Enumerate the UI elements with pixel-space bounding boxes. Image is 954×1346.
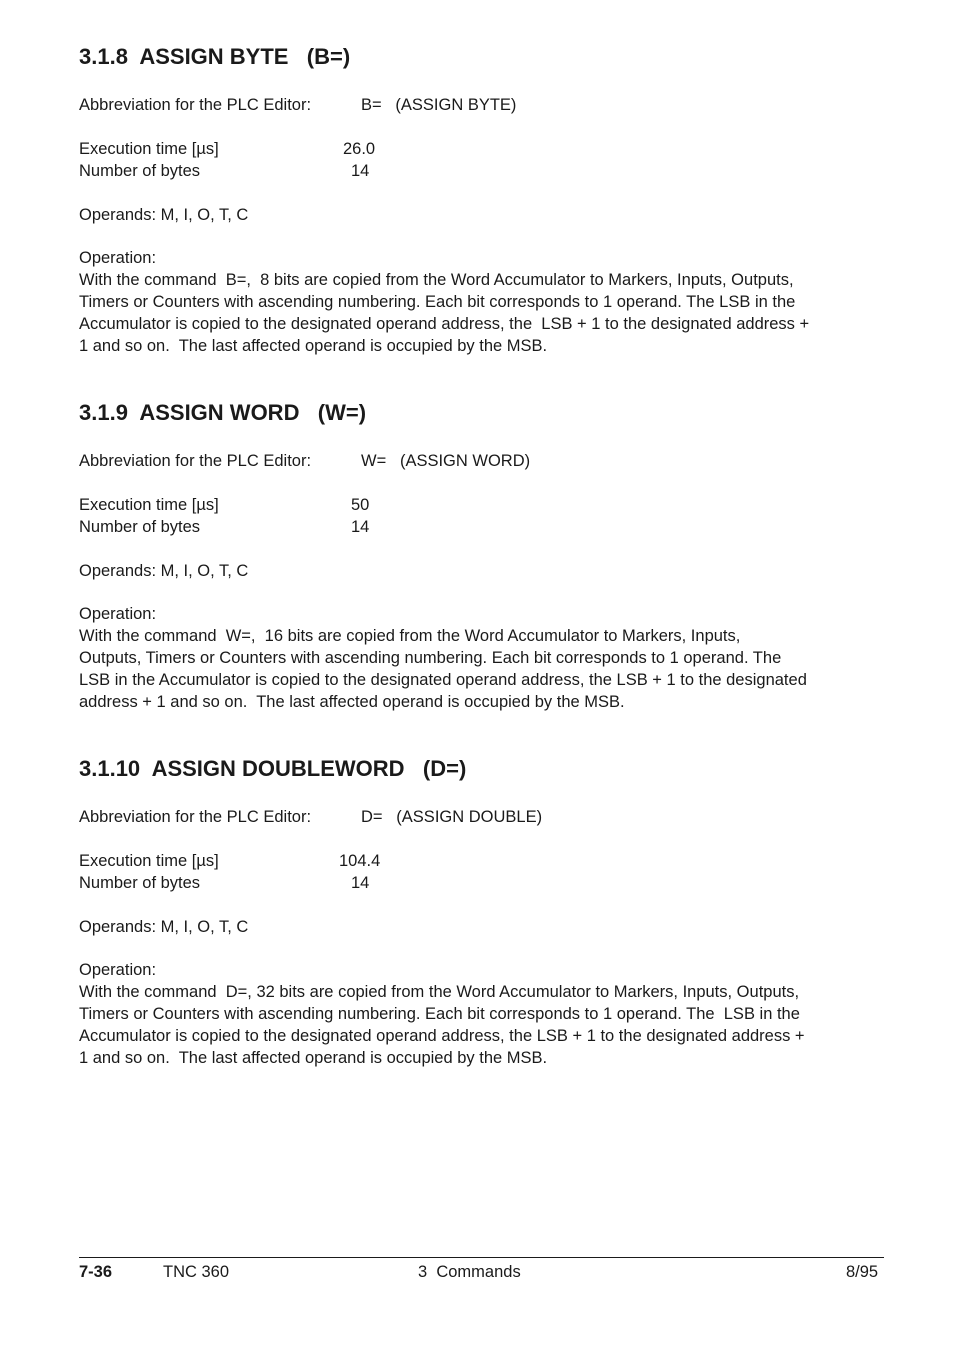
number-of-bytes-label: Number of bytes — [79, 518, 201, 536]
operation-line: address + 1 and so on. The last affected operand is occupied by the MSB. — [79, 693, 625, 711]
operands-text: Operands: M, I, O, T, C — [79, 918, 249, 936]
execution-time-label: Execution time [µs] — [79, 852, 219, 870]
number-of-bytes-value: 14 — [351, 874, 370, 892]
footer-page-number: 7-36 — [79, 1263, 113, 1281]
operands-text: Operands: M, I, O, T, C — [79, 562, 249, 580]
number-of-bytes-value: 14 — [351, 518, 370, 536]
abbreviation-value: D= (ASSIGN DOUBLE) — [361, 808, 543, 826]
section-heading: 3.1.8 ASSIGN BYTE (B=) — [79, 44, 351, 69]
footer-product: TNC 360 — [163, 1263, 230, 1281]
execution-time-label: Execution time [µs] — [79, 496, 219, 514]
abbreviation-label: Abbreviation for the PLC Editor: — [79, 452, 312, 470]
operation-line: With the command B=, 8 bits are copied from the Word Accumulator to Markers, Inputs, Outputs, — [79, 271, 794, 289]
section-heading: 3.1.10 ASSIGN DOUBLEWORD (D=) — [79, 756, 467, 781]
footer-chapter: 3 Commands — [418, 1263, 521, 1281]
operation-line: Accumulator is copied to the designated operand address, the LSB + 1 to the designated address + — [79, 315, 810, 333]
execution-time-value: 26.0 — [343, 140, 376, 158]
operation-line: Timers or Counters with ascending numbering. Each bit corresponds to 1 operand. The LSB in the — [79, 1005, 800, 1023]
execution-time-label: Execution time [µs] — [79, 140, 219, 158]
operation-line: 1 and so on. The last affected operand is occupied by the MSB. — [79, 1049, 548, 1067]
execution-time-value: 50 — [351, 496, 370, 514]
number-of-bytes-value: 14 — [351, 162, 370, 180]
number-of-bytes-label: Number of bytes — [79, 162, 201, 180]
operation-description — [79, 625, 879, 713]
footer-divider — [79, 1257, 884, 1258]
number-of-bytes-label: Number of bytes — [79, 874, 201, 892]
operation-line: LSB in the Accumulator is copied to the designated operand address, the LSB + 1 to the designated — [79, 671, 807, 689]
operation-description — [79, 981, 879, 1069]
operation-label: Operation: — [79, 249, 157, 267]
operands-text: Operands: M, I, O, T, C — [79, 206, 249, 224]
operation-line: Outputs, Timers or Counters with ascending numbering. Each bit corresponds to 1 operand. The — [79, 649, 782, 667]
operation-label: Operation: — [79, 605, 157, 623]
execution-time-value: 104.4 — [339, 852, 381, 870]
abbreviation-value: B= (ASSIGN BYTE) — [361, 96, 517, 114]
section-heading: 3.1.9 ASSIGN WORD (W=) — [79, 400, 367, 425]
operation-line: With the command D=, 32 bits are copied from the Word Accumulator to Markers, Inputs, Outputs, — [79, 983, 800, 1001]
operation-line: Accumulator is copied to the designated operand address, the LSB + 1 to the designated address + — [79, 1027, 805, 1045]
operation-line: With the command W=, 16 bits are copied from the Word Accumulator to Markers, Inputs, — [79, 627, 741, 645]
operation-label: Operation: — [79, 961, 157, 979]
abbreviation-label: Abbreviation for the PLC Editor: — [79, 808, 312, 826]
operation-line: 1 and so on. The last affected operand is occupied by the MSB. — [79, 337, 548, 355]
operation-line: Timers or Counters with ascending numbering. Each bit corresponds to 1 operand. The LSB in the — [79, 293, 796, 311]
footer-date: 8/95 — [846, 1263, 879, 1281]
abbreviation-label: Abbreviation for the PLC Editor: — [79, 96, 312, 114]
operation-description — [79, 269, 879, 357]
abbreviation-value: W= (ASSIGN WORD) — [361, 452, 531, 470]
